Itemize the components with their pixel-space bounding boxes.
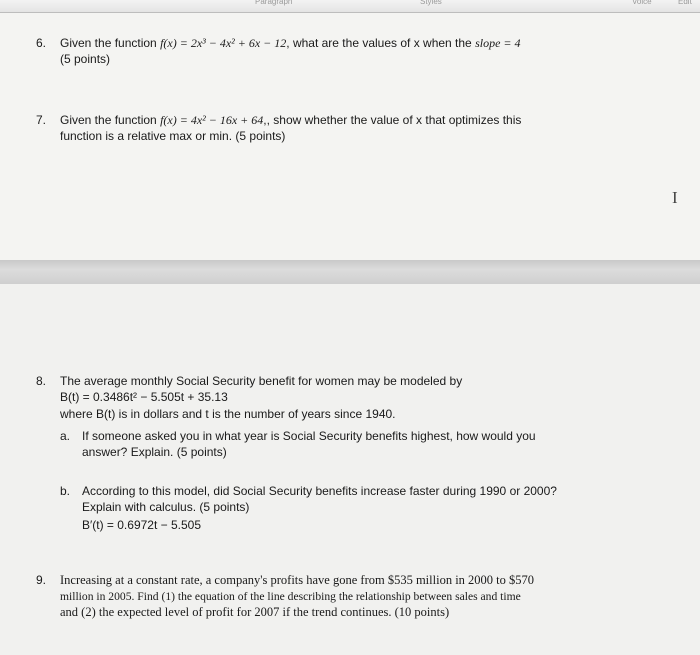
- part-a-text-line2: answer? Explain. (5 points): [82, 445, 227, 459]
- ribbon-paragraph-label[interactable]: Paragraph: [255, 0, 293, 6]
- question-text-line3: and (2) the expected level of profit for 2007 if the trend continues. (10 points): [60, 605, 450, 619]
- ribbon-voice-label[interactable]: Voice: [632, 0, 652, 6]
- function-formula: f(x) = 2x³ − 4x² + 6x − 12: [160, 36, 287, 50]
- model-formula: B(t) = 0.3486t² − 5.505t + 35.13: [60, 390, 228, 404]
- question-text: Increasing at a constant rate, a company's profits have gone from $535 million in 2000 to $570: [60, 573, 535, 587]
- question-number: 7.: [36, 113, 47, 127]
- derivative-formula: B′(t) = 0.6972t − 5.505: [82, 518, 201, 532]
- part-b-text: According to this model, did Social Security benefits increase faster during 1990 or 2000?: [82, 484, 557, 498]
- text-cursor-icon: I: [672, 188, 678, 207]
- variable-definition: where B(t) is in dollars and t is the number of years since 1940.: [60, 407, 396, 421]
- part-b-label: b.: [60, 484, 71, 498]
- question-number: 6.: [36, 36, 47, 50]
- slope-formula: slope = 4: [475, 36, 521, 50]
- question-text: Given the function f(x) = 4x² − 16x + 64,, show whether the value of x that optimizes this: [60, 113, 522, 127]
- question-text-line2: million in 2005. Find (1) the equation of the line describing the relationship between sales and time: [60, 590, 521, 603]
- question-text: Given the function f(x) = 2x³ − 4x² + 6x − 12, what are the values of x when the slope = 4: [60, 36, 521, 50]
- toolbar-ribbon: [0, 0, 700, 13]
- question-text-line2: function is a relative max or min. (5 points): [60, 129, 286, 143]
- question-intro: The average monthly Social Security benefit for women may be modeled by: [60, 374, 463, 388]
- points-label: (5 points): [60, 52, 111, 66]
- page-break: [0, 260, 700, 284]
- function-formula: f(x) = 4x² − 16x + 64: [160, 113, 264, 127]
- question-number: 9.: [36, 573, 47, 587]
- question-number: 8.: [36, 374, 47, 388]
- part-b-text-line2: Explain with calculus. (5 points): [82, 500, 250, 514]
- ribbon-styles-label[interactable]: Styles: [420, 0, 442, 6]
- ribbon-edit-label[interactable]: Edit: [678, 0, 692, 6]
- part-a-label: a.: [60, 429, 71, 443]
- part-a-text: If someone asked you in what year is Social Security benefits highest, how would you: [82, 429, 536, 443]
